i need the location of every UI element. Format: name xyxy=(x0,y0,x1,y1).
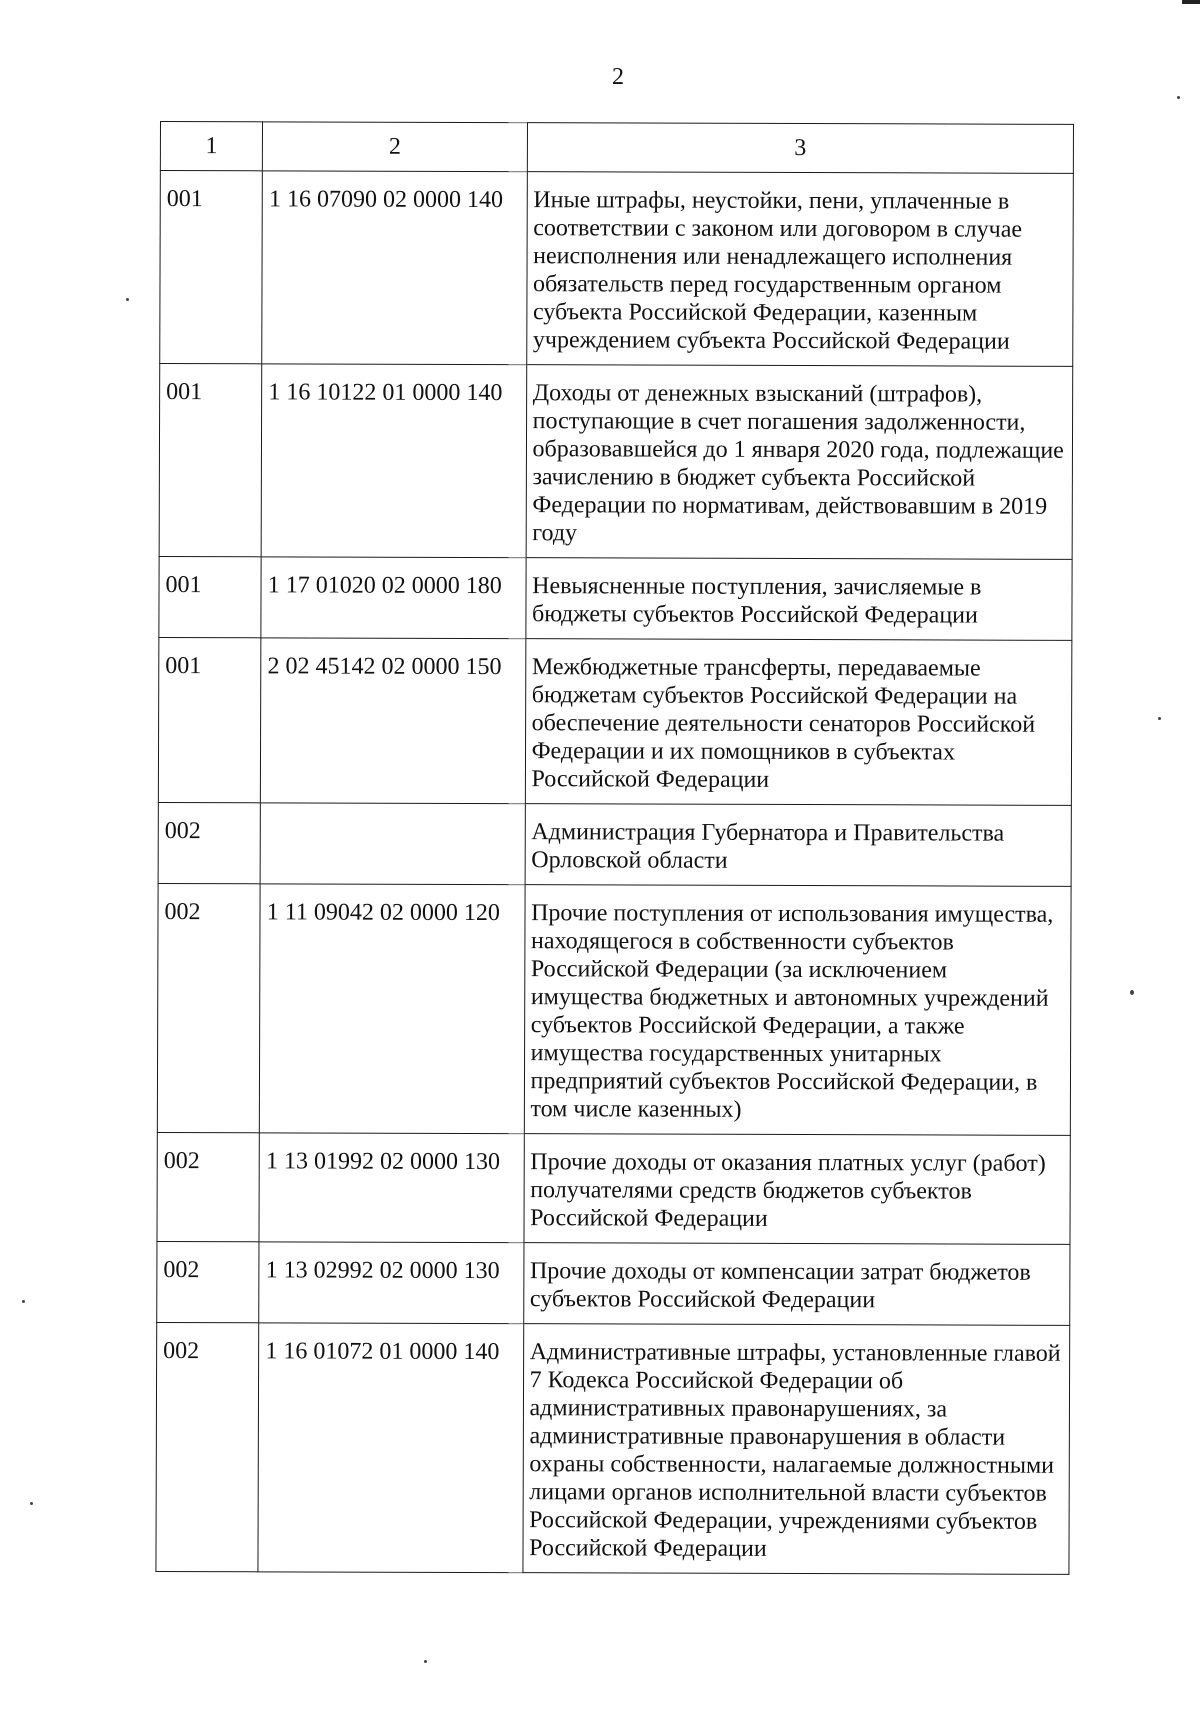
budget-code-cell: 2 02 45142 02 0000 150 xyxy=(261,638,526,804)
admin-code-cell: 002 xyxy=(157,1241,260,1322)
admin-code-cell: 001 xyxy=(159,364,262,557)
scan-speck xyxy=(30,1502,33,1505)
admin-code-cell: 002 xyxy=(158,802,261,883)
scan-speck xyxy=(1177,96,1180,99)
budget-code-cell: 1 16 01072 01 0000 140 xyxy=(258,1323,523,1573)
table-row xyxy=(158,637,1072,805)
budget-code-cell: 1 16 07090 02 0000 140 xyxy=(262,171,527,365)
description-cell: Прочие поступления от использования имущества, находящегося в собственности субъектов Российской Федерации (за исключением имущества бюджетных и автономных учреждений субъектов Российской Федерации, а также имущества государственных унитарных предприятий субъектов Российской Федерации, в том числе казенных) xyxy=(524,885,1071,1136)
admin-code-cell: 001 xyxy=(160,171,263,364)
scan-speck xyxy=(126,298,129,301)
table-row xyxy=(158,802,1071,886)
column-header-1: 1 xyxy=(160,122,262,171)
scan-artifact xyxy=(1182,0,1200,4)
table-row xyxy=(157,883,1071,1135)
revenue-codes-table xyxy=(155,121,1074,1575)
table-row xyxy=(159,364,1073,560)
budget-code-cell xyxy=(260,803,525,885)
description-cell: Доходы от денежных взысканий (штрафов), поступающие в счет погашения задолженности, образовавшейся до 1 января 2020 года, подлежащие зачислению в бюджет субъекта Российской Федерации по нормативам, действовавшим в 2019 году xyxy=(526,365,1073,560)
description-cell: Административные штрафы, установленные главой 7 Кодекса Российской Федерации об административных правонарушениях, за административные правонарушения в области охраны собственности, налагаемые должностными лицами органов исполнительной власти субъектов Российской Федерации, учреждениями субъектов Российской Федерации xyxy=(523,1324,1070,1575)
scan-speck xyxy=(1130,990,1134,995)
table-row xyxy=(160,171,1074,367)
table-row xyxy=(159,556,1072,640)
budget-code-cell: 1 17 01020 02 0000 180 xyxy=(261,557,526,639)
budget-code-cell: 1 13 02992 02 0000 130 xyxy=(259,1242,524,1324)
description-cell: Администрация Губернатора и Правительства Орловской области xyxy=(525,804,1072,887)
table-row xyxy=(157,1241,1070,1325)
admin-code-cell: 002 xyxy=(156,1322,259,1571)
table-row xyxy=(157,1132,1070,1244)
column-header-2: 2 xyxy=(263,122,527,172)
budget-code-cell: 1 16 10122 01 0000 140 xyxy=(261,364,526,558)
description-cell: Межбюджетные трансферты, передаваемые бюджетам субъектов Российской Федерации на обеспечение деятельности сенаторов Российской Федерации и их помощников в субъектах Российской Федерации xyxy=(525,639,1072,806)
table-row xyxy=(156,1322,1070,1574)
description-cell: Невыясненные поступления, зачисляемые в бюджеты субъектов Российской Федерации xyxy=(525,558,1072,641)
budget-code-cell: 1 11 09042 02 0000 120 xyxy=(260,884,525,1134)
admin-code-cell: 002 xyxy=(157,1132,260,1241)
table-header-row xyxy=(160,122,1073,174)
column-header-3: 3 xyxy=(527,123,1074,174)
scan-speck xyxy=(424,1660,427,1663)
description-cell: Иные штрафы, неустойки, пени, уплаченные в соответствии с законом или договором в случае неисполнения или ненадлежащего исполнения обязательств перед государственным органом субъекта Российской Федерации, казенным учреждением субъекта Российской Федерации xyxy=(526,172,1073,367)
budget-code-cell: 1 13 01992 02 0000 130 xyxy=(259,1133,524,1243)
admin-code-cell: 001 xyxy=(159,556,262,637)
scan-speck xyxy=(22,1300,25,1303)
description-cell: Прочие доходы от оказания платных услуг (работ) получателями средств бюджетов субъектов Российской Федерации xyxy=(524,1134,1071,1245)
scan-speck xyxy=(1158,717,1161,720)
admin-code-cell: 001 xyxy=(158,637,261,802)
admin-code-cell: 002 xyxy=(157,883,260,1132)
page-number: 2 xyxy=(612,64,624,90)
description-cell: Прочие доходы от компенсации затрат бюджетов субъектов Российской Федерации xyxy=(523,1243,1070,1326)
